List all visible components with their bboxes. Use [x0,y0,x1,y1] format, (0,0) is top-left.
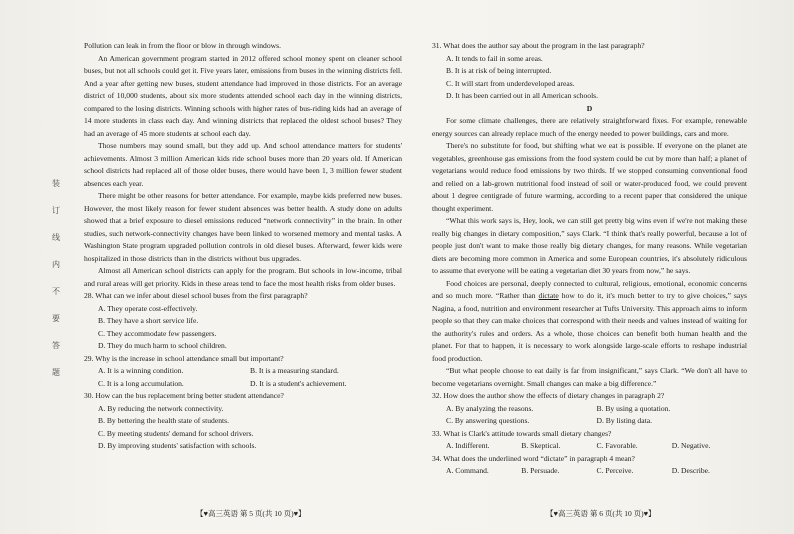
option: A. They operate cost-effectively. [98,303,198,313]
option-row [84,378,402,391]
option: A. By analyzing the reasons. [446,403,534,413]
option: D. They do much harm to school children. [98,341,227,350]
option: C. Perceive. [596,466,634,475]
margin-char: 要 [52,314,60,323]
paragraph: An American government program started in 2012 offered school money spent on cleaner school buses, but not all schools could get it. Five years later, emissions from buses in the winning districts fell. And a year after getting new buses, student attendance had improved in those districts. For an average district of 10,000 students, about six more students attended school each day in the winning districts, compared to the losing districts. Winning schools with higher rates of bus-riding kids had an average of 14 more students in class each day. And winning districts that replaced the oldest school buses? They had an average of 45 more students at school each day. [84,53,402,138]
paragraph: Almost all American school districts can apply for the program. But schools in low-income, tribal and rural areas will get priority. Kids in these areas tend to face the most health risks from older buses. [84,266,402,288]
option: D. Describe. [671,466,710,475]
margin-char: 题 [52,368,60,377]
option: D. It is a student's achievement. [250,378,347,388]
option-row [432,440,747,453]
option: C. It will start from underdeveloped areas. [446,78,575,88]
question-30: 30. How can the bus replacement bring better student attendance? [84,391,284,400]
paragraph: There's no substitute for food, but shifting what we eat is possible. If everyone on the planet ate vegetables, greenhouse gas emissions from the food system could be cut by more than half; a planet of vegetarians would reduce food emissions by two thirds. If we stopped consuming conventional food and relied on a lab-grown nutritional food instead of soil or water-produced food, we could prevent about 1 degree centigrade of future warming, according to a recent paper that considered the unique thought experiment. [432,141,747,213]
option: A. Command. [446,466,489,475]
option: B. By using a quotation. [596,403,671,413]
option: D. By improving students' satisfaction with schools. [98,441,257,450]
question-32: 32. How does the author show the effects of dietary changes in paragraph 2? [432,391,665,400]
paragraph: For some climate challenges, there are relatively straightforward fixes. For example, renewable energy sources can already replace much of the energy needed to power buildings, cars and more. [432,116,747,138]
option: A. Indifferent. [446,441,490,450]
left-column [84,40,402,453]
option: B. Skeptical. [521,441,561,450]
option: B. It is a measuring standard. [250,366,339,375]
text-run: how to do it, it's much better to try to give choices,” says Nagina, a food, nutrition and environment researcher at Tufts University. This approach aims to inform people so that they can make choices that correspond with their needs and values instead of waiting for the authority's rules and orders. As a whole, those choices can benefit both human health and the planet. For that to happen, it is necessary to work alongside large-scale efforts to reshape industrial food production. [432,291,748,363]
option: D. Negative. [671,441,711,450]
page-footer-right: 【♥高三英语 第 6 页(共 10 页)♥】 [546,509,656,518]
option-row [432,403,747,416]
underlined-word: dictate [538,291,559,300]
option: C. Favorable. [596,441,638,450]
margin-char: 答 [52,341,60,350]
option: C. By meeting students' demand for school drivers. [98,428,254,438]
option: B. By bettering the health state of students. [98,416,229,425]
paragraph: Pollution can leak in from the floor or blow in through windows. [84,41,281,50]
margin-char: 线 [52,233,60,242]
option: C. By answering questions. [446,416,530,425]
option: B. It is at risk of being interrupted. [446,66,552,75]
option: D. It has been carried out in all American schools. [446,91,599,100]
question-33: 33. What is Clark's attitude towards small dietary changes? [432,428,612,438]
page-footer-left: 【♥高三英语 第 5 页(共 10 页)♥】 [196,509,306,518]
option-row [432,415,747,428]
paragraph: Those numbers may sound small, but they add up. And school attendance matters for students' achievements. Almost 3 million American kids ride school buses more than 20 years old. If American school districts had replaced all of those older buses, there would have been 1, 3 million fewer student absences each year. [84,141,402,188]
option-row [84,365,402,378]
text-run: Food choices are personal, deeply connected to cultural, religious, emotional, economic concerns and so much more. “Rather than [432,278,747,300]
margin-char: 订 [52,206,60,215]
option: B. They have a short service life. [98,316,199,325]
option: D. By listing data. [596,416,652,425]
paragraph: “But what people choose to eat daily is far from insignificant,” says Clark. “We don't all have to become vegetarians overnight. Small changes can make a big difference.” [432,366,747,388]
question-31: 31. What does the author say about the program in the last paragraph? [432,41,645,50]
option: A. By reducing the network connectivity. [98,403,224,413]
margin-char: 不 [52,287,60,296]
margin-char: 装 [52,179,60,188]
option: B. Persuade. [521,466,560,475]
right-column [432,40,747,478]
option: C. They accommodate few passengers. [98,328,217,338]
paragraph [432,278,747,366]
paragraph: There might be other reasons for better attendance. For example, maybe kids preferred new buses. However, the most likely reason for fewer student absences was better health. A study done on adults showed that a brief exposure to diesel emissions reduced “network connectivity” in the brain. In other studies, such network-connectivity changes have been linked to worsened memory and mental tasks. A Washington State program upgraded pollution controls in old diesel buses. Afterward, fewer kids were hospitalized in those districts than in the districts without bus upgrades. [84,191,402,263]
question-28: 28. What can we infer about diesel school buses from the first paragraph? [84,291,308,300]
paragraph: “What this work says is, Hey, look, we can still get pretty big wins even if we're not making these really big changes in dietary composition,” says Clark. “I think that's really powerful, because a lot of people just don't want to make those really big dietary changes, for many reasons. While vegetarian diets are becoming more common in America and some European countries, it's absolutely ridiculous to assume that everyone will be eating a vegetarian diet 30 years from now,” he says. [432,216,747,275]
question-29: 29. Why is the increase in school attendance small but important? [84,353,284,363]
option: C. It is a long accumulation. [98,378,184,388]
question-34: 34. What does the underlined word “dictate” in paragraph 4 mean? [432,453,635,463]
margin-char: 内 [52,260,60,269]
option: A. It tends to fail in some areas. [446,53,543,63]
binding-margin-notice [50,170,62,386]
option: A. It is a winning condition. [98,366,184,375]
option-row [432,465,747,478]
section-heading: D [586,103,593,113]
